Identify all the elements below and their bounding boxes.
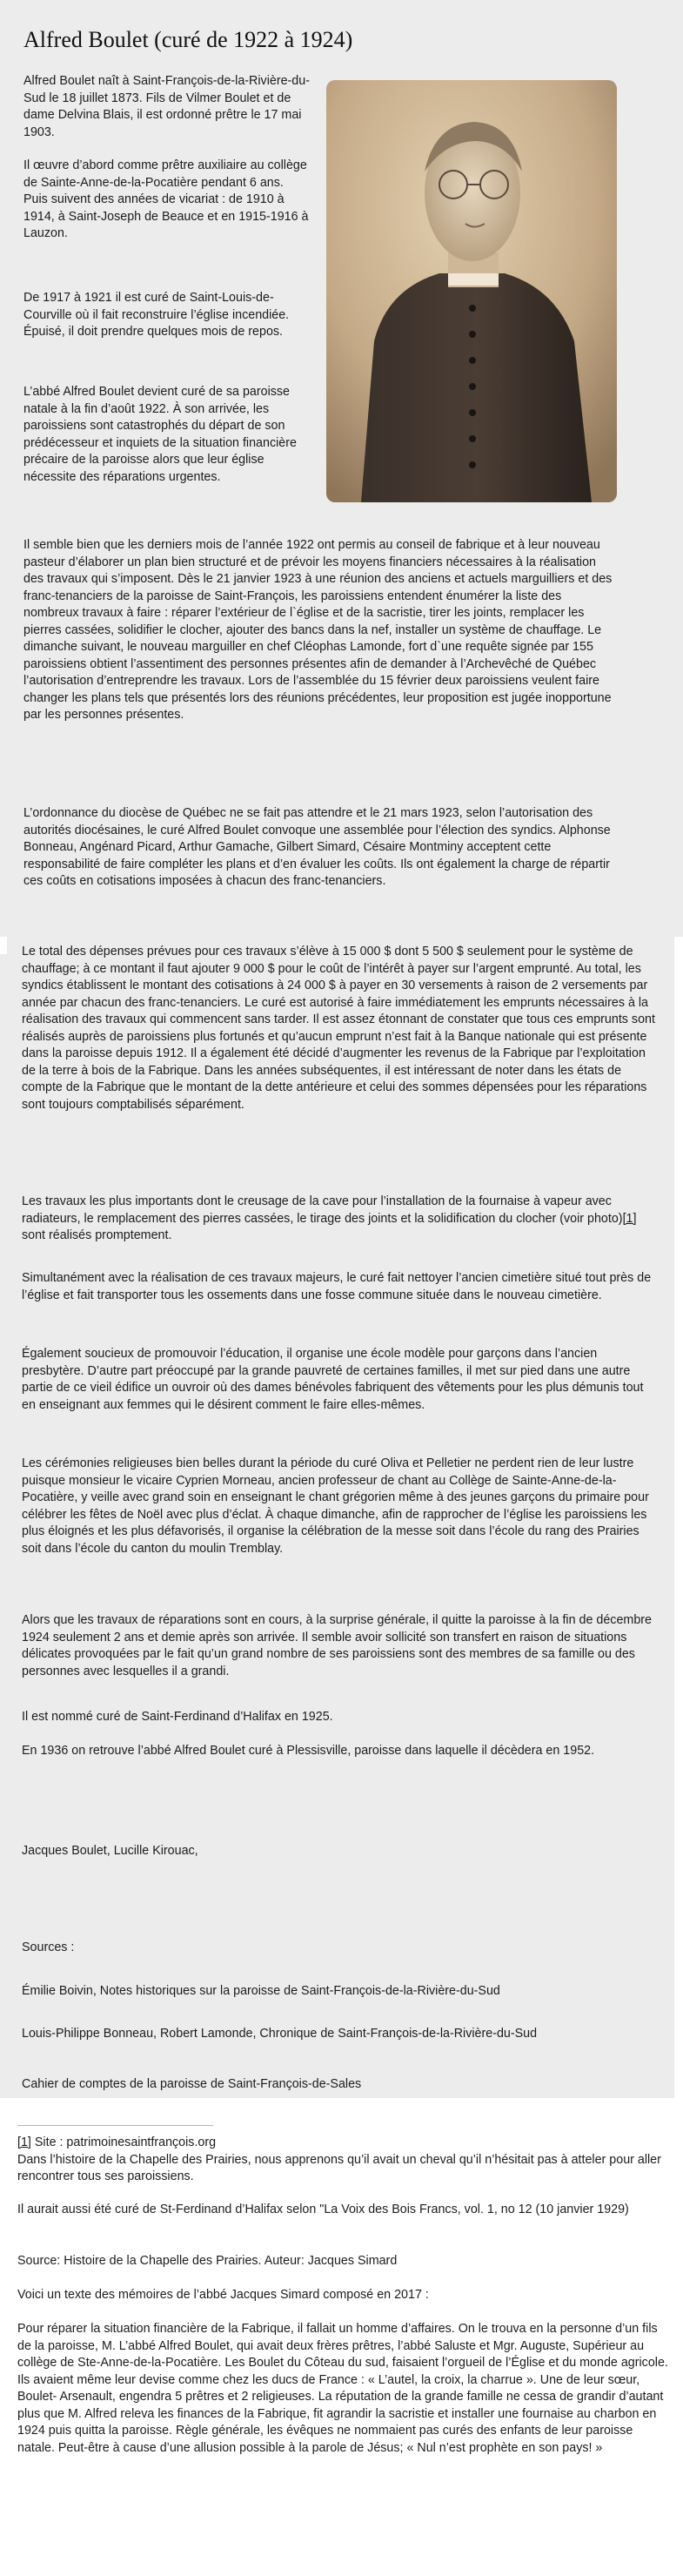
authors: Jacques Boulet, Lucille Kirouac,: [22, 1844, 198, 1858]
footnote-back-link[interactable]: [1]: [17, 2135, 31, 2149]
source-item: Louis-Philippe Bonneau, Robert Lamonde, Chronique de Saint-François-de-la-Rivière-du-Sud: [22, 2027, 538, 2041]
paragraph-ceremonies: Les cérémonies religieuses bien belles durant la période du curé Oliva et Pelletier ne perdent rien de leur lustre puisque monsieur le vicaire Cyprien Morneau, ancien professeur de chant au Collège de Sainte-Anne-de-la-Pocatière, y veille avec grand soin en enseignant le chant grégorien même à des jeunes garçons du primaire pour célébrer les fêtes de Noël avec plus d’éclat. À chaque dimanche, afin de rapprocher de l’église les paroissiens les plus éloignés et les plus défavorisés, il organise la célébration de la messe soit dans l’école du rang des Prairies soit dans l’école du canton du moulin Tremblay.: [22, 1456, 649, 1556]
paragraph-diocese-order: L’ordonnance du diocèse de Québec ne se fait pas attendre et le 21 mars 1923, selon l’autorisation des autorités diocésaines, le curé Alfred Boulet convoque une assemblée pour l’élection des syndics. Alphonse Bonneau, Angénard Picard, Arthur Gamache, Gilbert Simard, Césaire Montminy acceptent cette responsabilité de faire compléter les plans et d’en évaluer les coûts. Ils ont également la charge de répartir ces coûts en cotisations imposées à chacun des franc-tenanciers.: [23, 806, 611, 888]
footnote-halifax: Il aurait aussi été curé de St-Ferdinand d’Halifax selon "La Voix des Bois Francs, vol. 1, no 12 (10 janvier 1929): [17, 2203, 629, 2216]
major-works-text-end: sont réalisés promptement.: [22, 1228, 172, 1242]
footnote-memoirs-intro: Voici un texte des mémoires de l’abbé Jacques Simard composé en 2017 :: [17, 2288, 429, 2302]
intro-paragraph-career: Il œuvre d’abord comme prêtre auxiliaire au collège de Sainte-Anne-de-la-Pocatière pendant 6 ans. Puis suivent des années de vicariat : de 1910 à 1914, à Saint-Joseph de Beauce et en 1915-1916 à Lauzon.: [23, 158, 309, 240]
paragraph-works-plan: Il semble bien que les derniers mois de l’année 1922 ont permis au conseil de fabrique et à leur nouveau pasteur d’élaborer un plan bien structuré et de prévoir les moyens financiers nécessaires à la réalisation des travaux qui s’imposent. Dès le 21 janvier 1923 à une réunion des anciens et actuels marguilliers et des franc-tenanciers de la paroisse de Saint-François, les paroissiens entendent énumérer la liste des nombreux travaux à faire : réparer l’extérieur de l`église et de la sacristie, tirer les joints, remplacer les pierres cassées, solidifier le clocher, ajouter des bancs dans la nef, installer un système de chauffage. Le dimanche suivant, le nouveau marguiller en chef Cléophas Lamonde, fort d`une requête signée par 155 paroissiens obtient l’assentiment des personnes présentes afin de demander à l’Archevêché de Québec l’autorisation d’entreprendre les travaux. Lors de l’assemblée du 15 février deux paroissiens veulent faire changer les plans tels que présentés lors des réunions précédentes, leur proposition est jugée inopportune par les personnes présentes.: [23, 538, 613, 722]
sources-label: Sources :: [22, 1940, 75, 1954]
major-works-text: Les travaux les plus importants dont le creusage de la cave pour l’installation de la fournaise à vapeur avec radiateurs, le remplacement des pierres cassées, le tirage des joints et la solidification du clocher (voir photo): [22, 1194, 623, 1226]
intro-paragraph-birth: Alfred Boulet naît à Saint-François-de-la-Rivière-du-Sud le 18 juillet 1873. Fils de Vilmer Boulet et de dame Delvina Blais, il est ordonné prêtre le 17 mai 1903.: [23, 74, 310, 139]
footnote-source: Source: Histoire de la Chapelle des Prairies. Auteur: Jacques Simard: [17, 2254, 398, 2268]
footnote-site-text: Site : patrimoinesaintfrançois.org: [30, 2135, 217, 2149]
paragraph-departure: Alors que les travaux de réparations sont en cours, à la surprise générale, il quitte la paroisse à la fin de décembre 1924 seulement 2 ans et demie après son arrivée. Il semble avoir sollicité son transfert en raison de situations délicates provoquées par le fait qu’un grand nombre de ses paroissiens sont des membres de sa famille ou des personnes avec lesquelles il a grandi.: [22, 1613, 652, 1678]
footnote-site: [17, 2135, 670, 2186]
paragraph-expenses: Le total des dépenses prévues pour ces travaux s’élève à 15 000 $ dont 5 500 $ seulement pour le système de chauffage; à ce montant il faut ajouter 9 000 $ pour le coût de l’intérêt à payer sur l’argent emprunté. Au total, les syndics établissent le montant des cotisations à 24 000 $ à payer en 30 versements à raison de 2 versements par année par chacun des franc-tenanciers. Le curé est autorisé à faire immédiatement les emprunts nécessaires à la réalisation des travaux qui commencent sans tarder. Il est assez étonnant de constater que tous ces emprunts sont réalisés auprès de paroissiens plus fortunés et qu’aucun emprunt n’est fait à la Banque nationale qui est présente dans la paroisse depuis 1912. Il a également été décidé d’augmenter les revenus de la Fabrique par l’exploitation de la terre à bois de la Fabrique. Dans les années subséquentes, il est intéressant de noter dans les états de compte de la Fabrique que le montant de la dette antérieure et celui des sommes dépensées pour les réparations sont toujours comptabilisés séparément.: [22, 945, 655, 1112]
intro-paragraph-courville: De 1917 à 1921 il est curé de Saint-Louis-de-Courville où il fait reconstruire l’église incendiée. Épuisé, il doit prendre quelques mois de repos.: [23, 291, 290, 339]
source-item: Émilie Boivin, Notes historiques sur la paroisse de Saint-François-de-la-Rivière-du-Sud: [22, 1984, 500, 1998]
section-gap: [0, 937, 7, 954]
paragraph-major-works: [22, 1194, 657, 1245]
footnote-separator: [17, 2125, 213, 2126]
source-item: Cahier de comptes de la paroisse de Saint-François-de-Sales: [22, 2077, 362, 2091]
paragraph-education: Également soucieux de promouvoir l’éducation, il organise une école modèle pour garçons dans l’ancien presbytère. D’autre part préoccupé par la grande pauvreté de certaines familles, il met sur pied dans une autre partie de ce vieil édifice un ouvroir où des dames bénévoles fabriquent des vêtements pour les plus démunis tout en enseignant aux femmes qui le désirent comment le faire elles-mêmes.: [22, 1347, 644, 1412]
paragraph-plessisville: En 1936 on retrouve l’abbé Alfred Boulet curé à Plessisville, paroisse dans laquelle il décèdera en 1952.: [22, 1744, 595, 1758]
footnote-link[interactable]: [1]: [622, 1211, 637, 1226]
intro-paragraph-arrival: L’abbé Alfred Boulet devient curé de sa paroisse natale à la fin d’août 1922. À son arrivée, les paroissiens sont catastrophés du départ de son prédécesseur et inquiets de la situation financière précaire de la paroisse alors que leur église nécessite des réparations urgentes.: [23, 385, 297, 484]
footnote-memoirs-text: Pour réparer la situation financière de la Fabrique, il fallait un homme d’affaires. On le trouva en la personne d’un fils de la paroisse, M. L’abbé Alfred Boulet, qui avait deux frères prêtres, l’abbé Saluste et Mgr. Auguste, Supérieur au collège de Ste-Anne-de-la-Pocatière. Les Boulet du Côteau du sud, faisaient l’orgueil de l’Église et du monde agricole. Ils avaient même leur devise comme chez les ducs de France : « L’autel, la croix, la charrue ». Une de leur sœur, Boulet- Arsenault, engendra 5 prêtres et 2 religieuses. La réputation de la grande famille ne cessa de grandir d’autant plus que M. Alfred releva les finances de la Fabrique, fit agrandir la sacristie et installer une fournaise au charbon en 1924 puis quitta la paroisse. Règle générale, les évêques ne nommaient pas curés des enfants de leur paroisse natale. Peut-être à cause d’une allusion possible à la parole de Jésus; « Nul n’est prophète en son pays! »: [17, 2322, 668, 2455]
page-title: Alfred Boulet (curé de 1922 à 1924): [23, 27, 353, 52]
paragraph-halifax: Il est nommé curé de Saint-Ferdinand d’Halifax en 1925.: [22, 1710, 333, 1724]
paragraph-cemetery: Simultanément avec la réalisation de ces travaux majeurs, le curé fait nettoyer l’ancien cimetière situé tout près de l’église et fait transporter tous les ossements dans une fosse commune située dans le nouveau cimetière.: [22, 1271, 652, 1302]
footnote-chapel-text: Dans l’histoire de la Chapelle des Prairies, nous apprenons qu’il avait un cheval qu’il n’hésitait pas à atteler pour aller rencontrer tous ses paroissiens.: [17, 2152, 661, 2183]
portrait-photo-icon: [326, 80, 617, 502]
